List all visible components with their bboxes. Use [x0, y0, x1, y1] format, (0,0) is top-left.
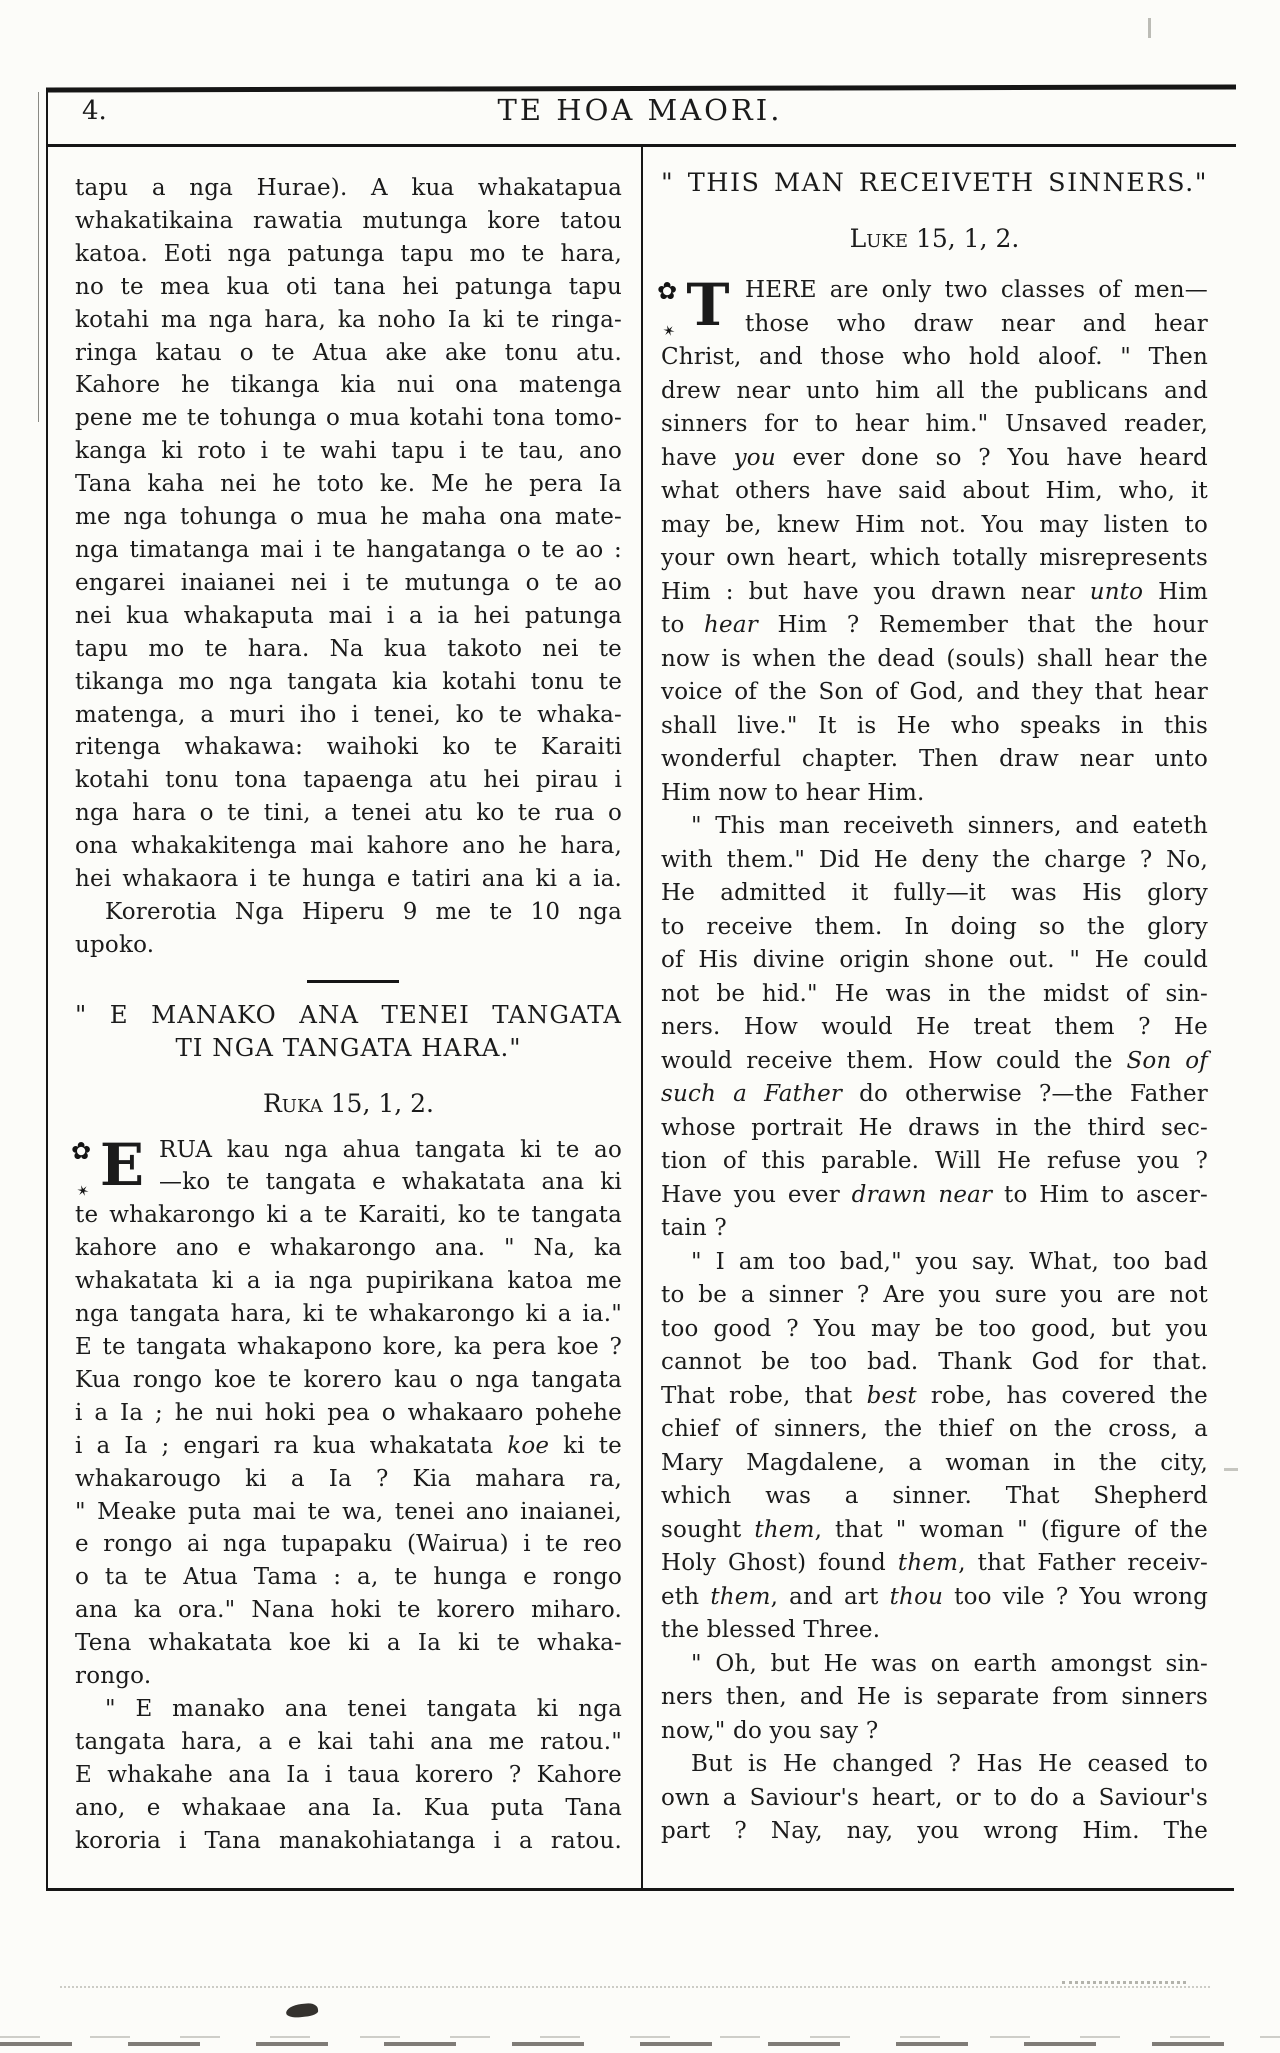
text-line: tikanga mo nga tangata kia kotahi tonu te — [75, 668, 622, 695]
text-line: no te mea kua oti tana hei patunga tapu — [75, 273, 622, 300]
ornamental-dropcap — [71, 1130, 155, 1202]
text-line: of His divine origin shone out. " He could — [661, 947, 1208, 973]
paragraph — [661, 1648, 1208, 1749]
scan-artifact-right-margin-mark — [1224, 1468, 1238, 1471]
text-line: Holy Ghost) found them, that Father receiv- — [661, 1550, 1208, 1576]
scan-artifact-bottom-edge-faint — [0, 2036, 1280, 2038]
text-line: now is when the dead (souls) shall hear the — [661, 645, 1208, 672]
text-line: Kahore he tikanga kia nui ona matenga — [75, 372, 622, 399]
paragraph — [75, 896, 622, 962]
text-line: But is He changed ? Has He ceased to — [691, 1751, 1208, 1777]
text-line: Have you ever drawn near to Him to ascer- — [661, 1181, 1208, 1208]
text-line: " E manako ana tenei tangata ki nga — [105, 1695, 622, 1722]
text-line: to receive them. In doing so the glory — [661, 913, 1208, 940]
text-line: now," do you say ? — [661, 1717, 879, 1744]
text-line: Tena whakatata koe ki a Ia ki te whaka- — [75, 1630, 622, 1657]
text-line: kororia i Tana manakohiatanga i a ratou. — [75, 1827, 622, 1854]
page-left-border-echo — [38, 92, 39, 422]
text-line: shall live." It is He who speaks in this — [661, 712, 1208, 739]
text-line: —ko te tangata e whakatata ana ki — [159, 1169, 622, 1196]
text-line: nga timatanga mai i te hangatanga o te ao : — [75, 536, 622, 563]
text-line: RUA kau nga ahua tangata ki te ao — [159, 1136, 622, 1163]
text-line: " Oh, but He was on earth amongst sin- — [691, 1650, 1208, 1677]
text-line: nga hara o te tini, a tenei atu ko te rua o — [75, 800, 622, 827]
text-line: ners. How would He treat them ? He — [661, 1014, 1208, 1040]
text-line: Christ, and those who hold aloof. " Then — [661, 344, 1208, 370]
text-line: whose portrait He draws in the third sec- — [661, 1114, 1208, 1141]
text-line: drew near unto him all the publicans and — [661, 377, 1208, 404]
scan-artifact-bottom-edge — [0, 2042, 1280, 2046]
paragraph — [75, 172, 622, 896]
section-heading — [661, 166, 1208, 200]
dropcap-letter: E — [99, 1130, 145, 1199]
text-line: those who draw near and hear — [745, 310, 1208, 337]
section-heading-line: " E MANAKO ANA TENEI TANGATA — [75, 999, 622, 1029]
text-line: kotahi ma nga hara, ka noho Ia ki te ringa- — [75, 306, 622, 333]
text-line: tain ? — [661, 1215, 727, 1241]
text-line: Mary Magdalene, a woman in the city, — [661, 1449, 1208, 1476]
text-line: eth them, and art thou too vile ? You wrong — [661, 1583, 1209, 1610]
section-heading-line: " THIS MAN RECEIVETH SINNERS." — [661, 168, 1208, 198]
text-line: part ? Nay, nay, you wrong Him. The — [661, 1818, 1208, 1844]
text-line: whakarougo ki a Ia ? Kia mahara ra, — [75, 1465, 622, 1492]
scan-artifact-dotted-mark — [1062, 1981, 1186, 1984]
paragraph — [75, 1693, 622, 1858]
page-top-rule — [46, 84, 1236, 92]
dropcap-flourish-icon: ✿ — [657, 277, 678, 305]
text-line: sinners for to hear him." Unsaved reader, — [661, 411, 1208, 437]
text-line: nei kua whakaputa mai i a ia hei patunga — [75, 602, 622, 629]
text-line: the blessed Three. — [661, 1617, 881, 1643]
scripture-reference: Luke 15, 1, 2. — [849, 224, 1020, 253]
scan-artifact-faint-dash-line — [60, 1986, 1210, 1988]
text-line: He admitted it fully—it was His glory — [661, 880, 1208, 906]
text-line: ona whakakitenga mai kahore ano he hara, — [75, 833, 622, 860]
text-line: hei whakaora i te hunga e tatiri ana ki a ia. — [75, 866, 622, 893]
section-divider-rule — [307, 980, 399, 983]
text-line: e rongo ai nga tupapaku (Wairua) i te reo — [75, 1531, 622, 1558]
text-line: That robe, that best robe, has covered the — [661, 1382, 1208, 1409]
text-line: tapu mo te hara. Na kua takoto nei te — [75, 635, 622, 662]
text-line: tion of this parable. Will He refuse you ? — [661, 1148, 1208, 1174]
page-bottom-rule — [46, 1888, 1234, 1891]
text-line: te whakarongo ki a te Karaiti, ko te tangata — [75, 1202, 622, 1229]
text-line: Tana kaha nei he toto ke. Me he pera Ia — [75, 471, 622, 498]
text-line: with them." Did He deny the charge ? No, — [661, 846, 1208, 873]
paragraph — [661, 1748, 1208, 1849]
text-line: voice of the Son of God, and they that hear — [661, 679, 1208, 705]
masthead-title: TE HOA MAORI. — [497, 93, 783, 127]
text-line: katoa. Eoti nga patunga tapu mo te hara, — [75, 240, 622, 267]
section-heading — [75, 999, 622, 1065]
text-line: to be a sinner ? Are you sure you are not — [661, 1282, 1208, 1308]
text-line: tapu a nga Hurae). A kua whakatapua — [75, 175, 622, 201]
text-line: whakatata ki a ia nga pupirikana katoa me — [75, 1268, 622, 1295]
text-line: E te tangata whakapono kore, ka pera koe ? — [75, 1334, 622, 1360]
text-line: rongo. — [75, 1663, 152, 1690]
text-line: cannot be too bad. Thank God for that. — [661, 1349, 1208, 1375]
scan-artifact-top-right-tick — [1148, 18, 1151, 38]
text-line: " This man receiveth sinners, and eateth — [691, 813, 1208, 839]
text-line: kahore ano e whakarongo ana. " Na, ka — [75, 1235, 622, 1262]
paragraph — [661, 1246, 1208, 1648]
text-line: ano, e whakaae ana Ia. Kua puta Tana — [75, 1794, 622, 1821]
text-line: Him now to hear Him. — [661, 779, 925, 806]
text-line: ringa katau o te Atua ake ake tonu atu. — [75, 339, 622, 366]
text-line: would receive them. How could the Son of — [661, 1047, 1208, 1074]
text-line: Korerotia Nga Hiperu 9 me te 10 nga — [105, 898, 622, 925]
left-column — [71, 172, 622, 1858]
paragraph — [657, 271, 1208, 810]
text-line: HERE are only two classes of men— — [745, 277, 1208, 303]
scripture-reference: Ruka 15, 1, 2. — [262, 1088, 434, 1118]
text-line: chief of sinners, the thief on the cross, a — [661, 1416, 1208, 1442]
text-line: may be, knew Him not. You may listen to — [661, 511, 1208, 538]
text-line: ners then, and He is separate from sinners — [661, 1684, 1208, 1710]
text-line: kanga ki roto i te wahi tapu i te tau, ano — [75, 438, 622, 465]
text-line: what others have said about Him, who, it — [661, 478, 1208, 504]
dropcap-flourish-icon: ✿ — [71, 1136, 92, 1165]
right-column — [657, 166, 1209, 1849]
text-line: not be hid." He was in the midst of sin- — [661, 980, 1208, 1007]
paragraph — [661, 810, 1208, 1246]
text-line: nga tangata hara, ki te whakarongo ki a ia." — [75, 1301, 622, 1328]
text-line: your own heart, which totally misrepresents — [661, 545, 1208, 571]
text-line: " I am too bad," you say. What, too bad — [691, 1248, 1208, 1275]
text-line: such a Father do otherwise ?—the Father — [661, 1081, 1208, 1107]
text-line: wonderful chapter. Then draw near unto — [661, 746, 1208, 772]
text-line: ana ka ora." Nana hoki te korero miharo. — [75, 1597, 622, 1624]
text-line: ritenga whakawa: waihoki ko te Karaiti — [75, 734, 622, 761]
text-line: have you ever done so ? You have heard — [661, 444, 1208, 471]
dropcap-letter: T — [686, 271, 730, 339]
page-number: 4. — [82, 96, 107, 126]
dropcap-flourish2-icon: ✶ — [74, 1179, 93, 1202]
text-line: o ta te Atua Tama : a, te hunga e rongo — [75, 1564, 622, 1591]
text-line: " Meake puta mai te wa, tenei ano inaianei, — [75, 1498, 622, 1525]
text-line: sought them, that " woman " (figure of the — [661, 1516, 1208, 1543]
section-heading-line: TI NGA TANGATA HARA." — [175, 1032, 522, 1062]
text-line: whakatikaina rawatia mutunga kore tatou — [75, 207, 622, 234]
text-line: tangata hara, a e kai tahi ana me ratou." — [75, 1728, 622, 1755]
text-line: to hear Him ? Remember that the hour — [661, 612, 1208, 638]
text-line: i a Ia ; he nui hoki pea o whakaaro pohehe — [75, 1399, 622, 1426]
page-left-border — [46, 88, 48, 1891]
text-line: which was a sinner. That Shepherd — [661, 1483, 1208, 1509]
text-line: own a Saviour's heart, or to do a Saviour's — [661, 1784, 1208, 1811]
text-line: me nga tohunga o mua he maha ona mate- — [75, 504, 622, 531]
column-divider-rule — [641, 146, 643, 1890]
text-line: Kua rongo koe te korero kau o nga tangata — [75, 1366, 622, 1393]
text-line: E whakahe ana Ia i taua korero ? Kahore — [75, 1761, 622, 1788]
text-line: upoko. — [75, 931, 155, 958]
text-line: matenga, a muri iho i tenei, ko te whaka- — [75, 701, 622, 728]
text-line: kotahi tonu tona tapaenga atu hei pirau i — [75, 767, 622, 794]
text-line: Him : but have you drawn near unto Him — [661, 578, 1208, 605]
paragraph — [71, 1130, 622, 1693]
ornamental-dropcap — [657, 271, 741, 342]
scan-artifact-ink-smudge — [285, 2002, 318, 2018]
text-line: i a Ia ; engari ra kua whakatata koe ki te — [75, 1432, 622, 1459]
text-line: too good ? You may be too good, but you — [661, 1315, 1208, 1342]
text-line: engarei inaianei nei i te mutunga o te ao — [75, 569, 622, 596]
text-line: pene me te tohunga o mua kotahi tona tomo- — [75, 405, 622, 432]
dropcap-flourish2-icon: ✶ — [660, 320, 679, 342]
